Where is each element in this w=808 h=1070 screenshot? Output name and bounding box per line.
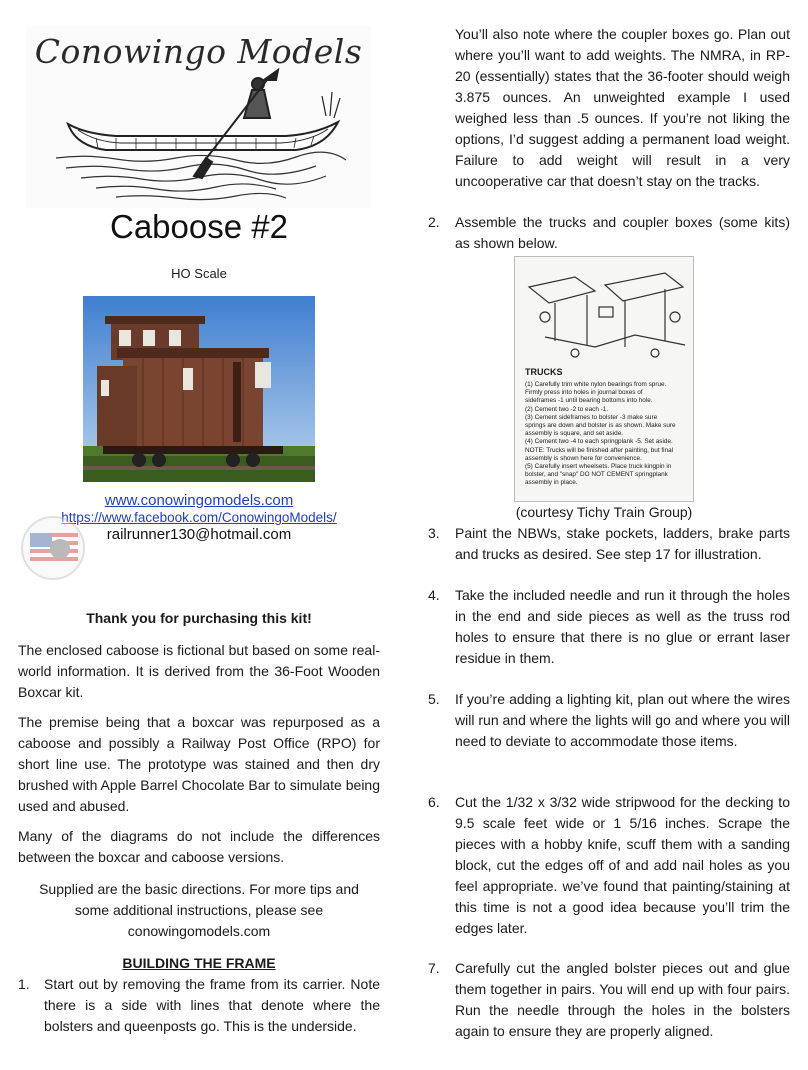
diagram-line: springs are down and bolster is as shown. Make sure [525,422,676,430]
brand-logo-text: Conowingo Models [34,32,363,71]
diagram-line: (5) Carefully insert wheelsets. Place truck kingpin in [525,463,672,471]
diagram-line: (3) Cement sideframes to bolster -3 make sure [525,413,658,421]
step-text: Paint the NBWs, stake pockets, ladders, brake parts and trucks as desired. See step 17 for illustration. [455,525,790,562]
step-number: 3. [428,525,440,541]
diagram-line: sideframes -1 until bearing bottoms into hole. [525,397,653,405]
diagram-line: bolster, and "snap" DO NOT CEMENT springplank [525,471,668,479]
diagram-caption: (courtesy Tichy Train Group) [515,504,693,520]
flag-seal-image [20,515,86,581]
website-link[interactable]: www.conowingomodels.com [104,492,294,509]
step-number: 7. [428,960,440,976]
step-text: Take the included needle and run it through the holes in the end and side pieces as well as the truss rod holes to ensure that there is no glue or errant laser residue in them. [455,587,790,666]
step-number: 4. [428,587,440,603]
document-title: Caboose #2 [110,208,288,245]
step-continuation-text: You’ll also note where the coupler boxes go. Plan out where you’ll want to add weights. The NMRA, in RP-20 (essentially) states that the 36-footer should weigh 3.875 ounces. An unweighted example I used weighed less than .5 ounces. If you’re not liking the options, I’d suggest adding a permanent load weight. Failure to add weight will result in a very uncooperative car that doesn’t stay on the tracks. [455,26,790,189]
email-address: railrunner130@hotmail.com [106,526,292,543]
step-number: 1. [18,976,30,992]
step-number: 6. [428,794,440,810]
step-number: 5. [428,691,440,707]
diagram-line: assembly is square, and set aside. [525,430,624,438]
intro-paragraph-4: Supplied are the basic directions. For more tips and some additional instructions, please see conowingomodels.com [39,881,359,939]
section-heading: BUILDING THE FRAME [122,955,276,971]
step-text: If you’re adding a lighting kit, plan out where the wires will run and where the lights will go and where you will need to deviate to accommodate those items. [455,691,790,749]
diagram-line: NOTE: Trucks will be finished after painting, but final [525,446,674,454]
left-column [18,0,380,1070]
diagram-line: assembly in place. [525,479,578,487]
trucks-exploded-drawing [515,257,693,365]
diagram-line: assembly is shown here for convenience. [525,454,642,462]
thanks-heading: Thank you for purchasing this kit! [86,610,312,626]
step-text: Start out by removing the frame from its carrier. Note there is a side with lines that denote where the bolsters and queenposts go. This is the underside. [44,976,380,1034]
step-text: Cut the 1/32 x 3/32 wide stripwood for the decking to 9.5 scale feet wide or 1 5/16 inches. Scrape the pieces with a hobby knife, scuff them with a sanding block, cut the edges off of and add nail holes as you feel appropriate. we’ve found that painting/staining at this time is not a good idea because you’ll trim the edges later. [455,794,790,936]
document-subtitle: HO Scale [171,266,227,281]
diagram-line: (1) Carefully trim white nylon bearings from sprue. [525,381,667,388]
step-text: Assemble the trucks and coupler boxes (some kits) as shown below. [455,214,790,251]
brand-logo [26,26,371,208]
diagram-line: Firmly press into holes in journal boxes of [525,389,643,397]
diagram-instructions [525,381,687,488]
right-column [428,0,790,1070]
diagram-line: (4) Cement two -4 to each springplank -5. Set aside. [525,438,673,446]
diagram-heading: TRUCKS [525,367,563,377]
step-text: Carefully cut the angled bolster pieces out and glue them together in pairs. You will end up with four pairs. Run the needle through the holes in the bolsters again to ensure they are properly aligned. [455,960,790,1039]
intro-paragraph-2: The premise being that a boxcar was repurposed as a caboose and possibly a Railway Post Office (RPO) for short line use. The prototype was stained and then dry brushed with Apple Barrel Chocolate Bar to simulate being used and abused. [18,714,380,814]
facebook-link[interactable]: https://www.facebook.com/ConowingoModels/ [61,510,337,525]
step-number: 2. [428,214,440,230]
intro-paragraph-1: The enclosed caboose is fictional but based on some real-world information. It is derived from the 36-Foot Wooden Boxcar kit. [18,642,380,700]
caboose-photo [83,296,315,482]
trucks-diagram [514,256,694,502]
intro-paragraph-3: Many of the diagrams do not include the differences between the boxcar and caboose versions. [18,828,380,865]
diagram-line: (2) Cement two -2 to each -1. [525,405,609,413]
